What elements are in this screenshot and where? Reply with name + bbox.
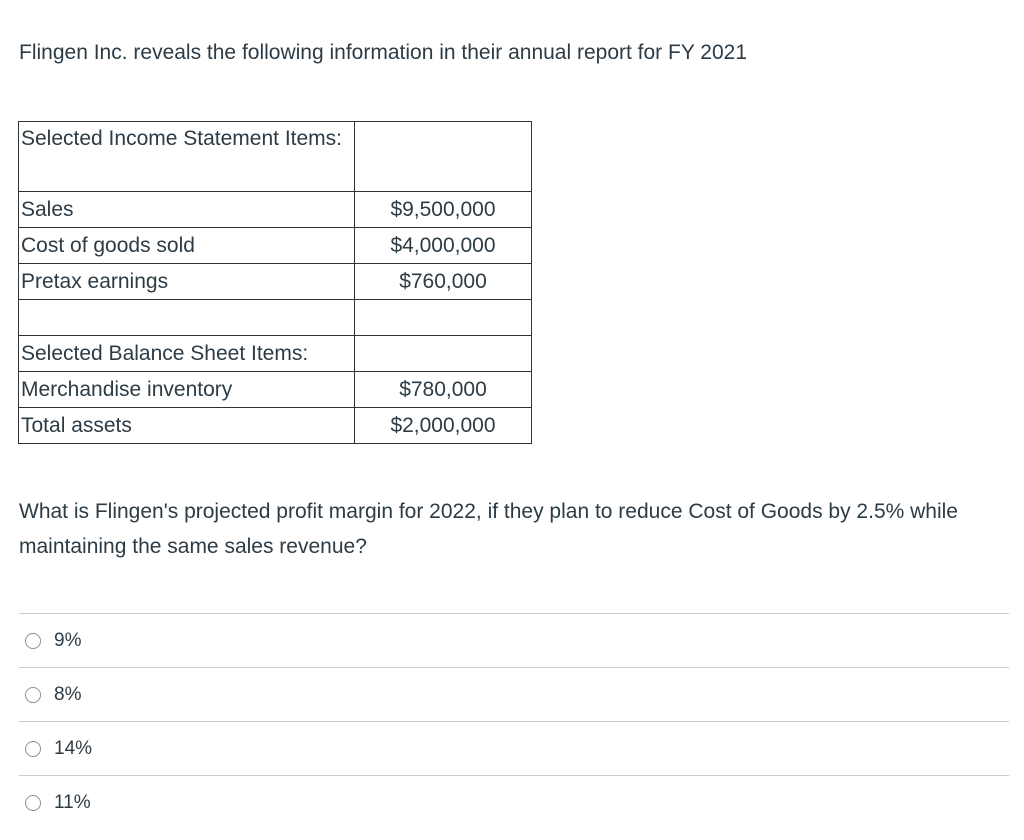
- answer-label: 14%: [54, 737, 93, 759]
- row-value-pretax: $760,000: [355, 264, 532, 300]
- answer-option-14-percent[interactable]: [19, 721, 1009, 775]
- table-row: [19, 408, 532, 444]
- table-row: [19, 372, 532, 408]
- answer-list: [19, 613, 1009, 829]
- empty-cell: [355, 300, 532, 336]
- radio-button-icon[interactable]: [25, 633, 41, 649]
- answer-label: 11%: [54, 791, 91, 813]
- empty-cell: [19, 300, 355, 336]
- answer-label: 9%: [54, 629, 82, 651]
- empty-cell: [355, 122, 532, 192]
- answer-option-11-percent[interactable]: [19, 775, 1009, 829]
- question-text: What is Flingen's projected profit margin for 2022, if they plan to reduce Cost of Goods by 2.5% while maintaining the same sales revenue?: [19, 500, 958, 558]
- answer-option-9-percent[interactable]: [19, 613, 1009, 667]
- row-value-sales: $9,500,000: [355, 192, 532, 228]
- row-label-inventory: Merchandise inventory: [19, 372, 355, 408]
- question-intro: Flingen Inc. reveals the following information in their annual report for FY 2021: [19, 41, 748, 64]
- table-row: [19, 336, 532, 372]
- table-row-spacer: [19, 300, 532, 336]
- row-value-inventory: $780,000: [355, 372, 532, 408]
- row-label-total-assets: Total assets: [19, 408, 355, 444]
- row-label-cogs: Cost of goods sold: [19, 228, 355, 264]
- answer-option-8-percent[interactable]: [19, 667, 1009, 721]
- row-value-total-assets: $2,000,000: [355, 408, 532, 444]
- row-value-cogs: $4,000,000: [355, 228, 532, 264]
- radio-button-icon[interactable]: [25, 795, 41, 811]
- table-row: [19, 192, 532, 228]
- row-label-sales: Sales: [19, 192, 355, 228]
- table-row: [19, 264, 532, 300]
- balance-sheet-header: Selected Balance Sheet Items:: [19, 336, 355, 372]
- empty-cell: [355, 336, 532, 372]
- table-row: [19, 228, 532, 264]
- radio-button-icon[interactable]: [25, 687, 41, 703]
- financial-data-table: [18, 121, 532, 444]
- row-label-pretax: Pretax earnings: [19, 264, 355, 300]
- radio-button-icon[interactable]: [25, 741, 41, 757]
- income-statement-header: Selected Income Statement Items:: [19, 122, 355, 192]
- answer-label: 8%: [54, 683, 82, 705]
